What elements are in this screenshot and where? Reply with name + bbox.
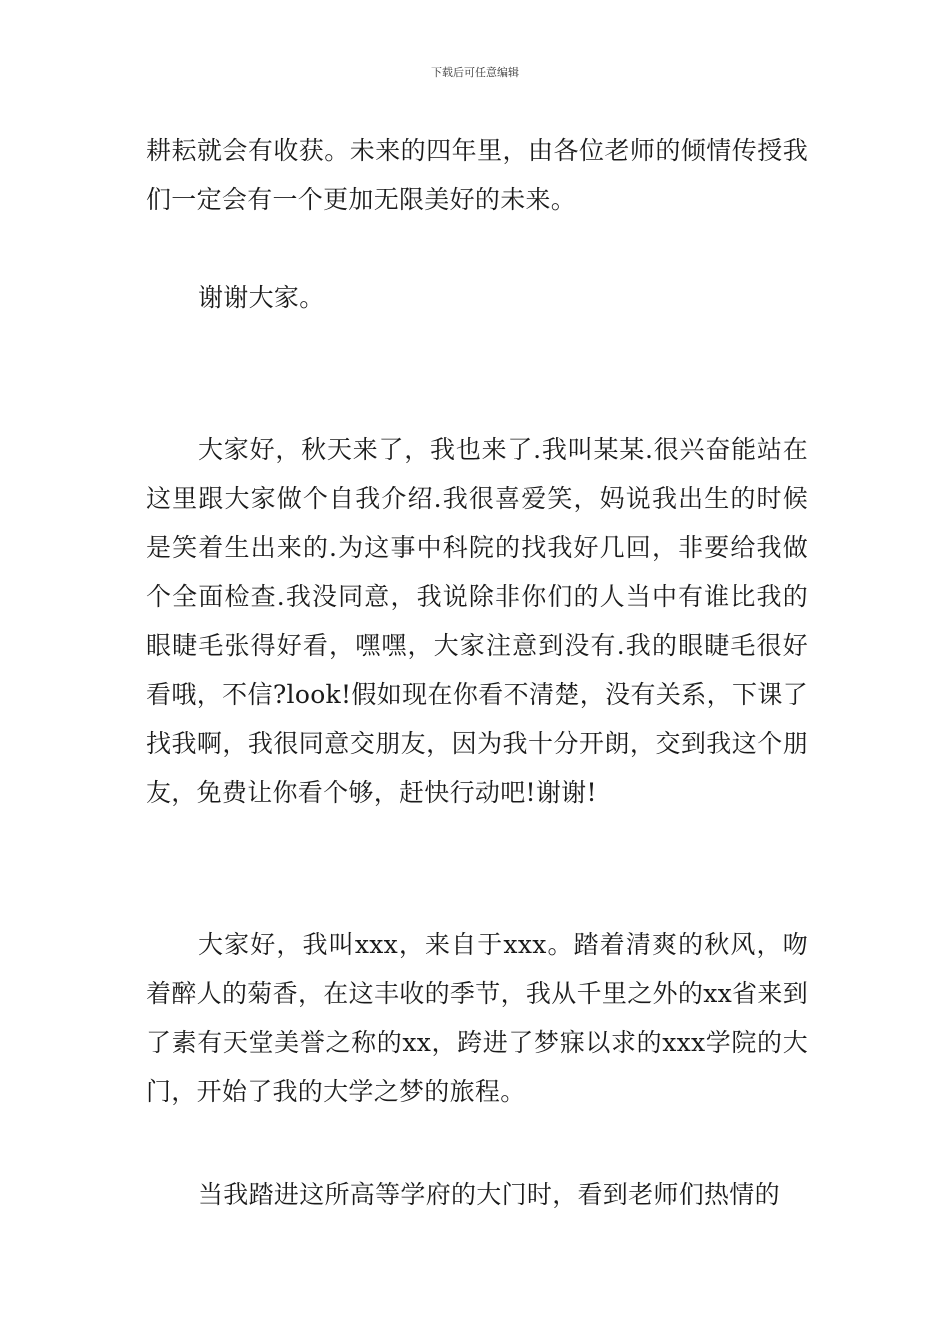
paragraph-1: 耕耘就会有收获。未来的四年里，由各位老师的倾情传授我们一定会有一个更加无限美好的未来。 <box>146 136 808 214</box>
page-header: 下载后可任意编辑 <box>431 66 519 79</box>
paragraph-2: 谢谢大家。 <box>198 283 325 312</box>
paragraph-3: 大家好，秋天来了，我也来了.我叫某某.很兴奋能站在这里跟大家做个自我介绍.我很喜爱笑，妈说我出生的时候是笑着生出来的.为这事中科院的找我好几回，非要给我做个全面检查.我没同意，我说除非你们的人当中有谁比我的眼睫毛张得好看，嘿嘿，大家注意到没有.我的眼睫毛很好看哦，不信?look!假如现在你看不清楚，没有关系，下课了找我啊，我很同意交朋友，因为我十分开朗，交到我这个朋友，免费让你看个够，赶快行动吧!谢谢! <box>146 435 808 807</box>
paragraph-4: 大家好，我叫xxx，来自于xxx。踏着清爽的秋风，吻着醉人的菊香，在这丰收的季节，我从千里之外的xx省来到了素有天堂美誉之称的xx，跨进了梦寐以求的xxx学院的大门，开始了我的大学之梦的旅程。 <box>146 930 808 1106</box>
paragraph-5: 当我踏进这所高等学府的大门时，看到老师们热情的 <box>198 1180 780 1209</box>
